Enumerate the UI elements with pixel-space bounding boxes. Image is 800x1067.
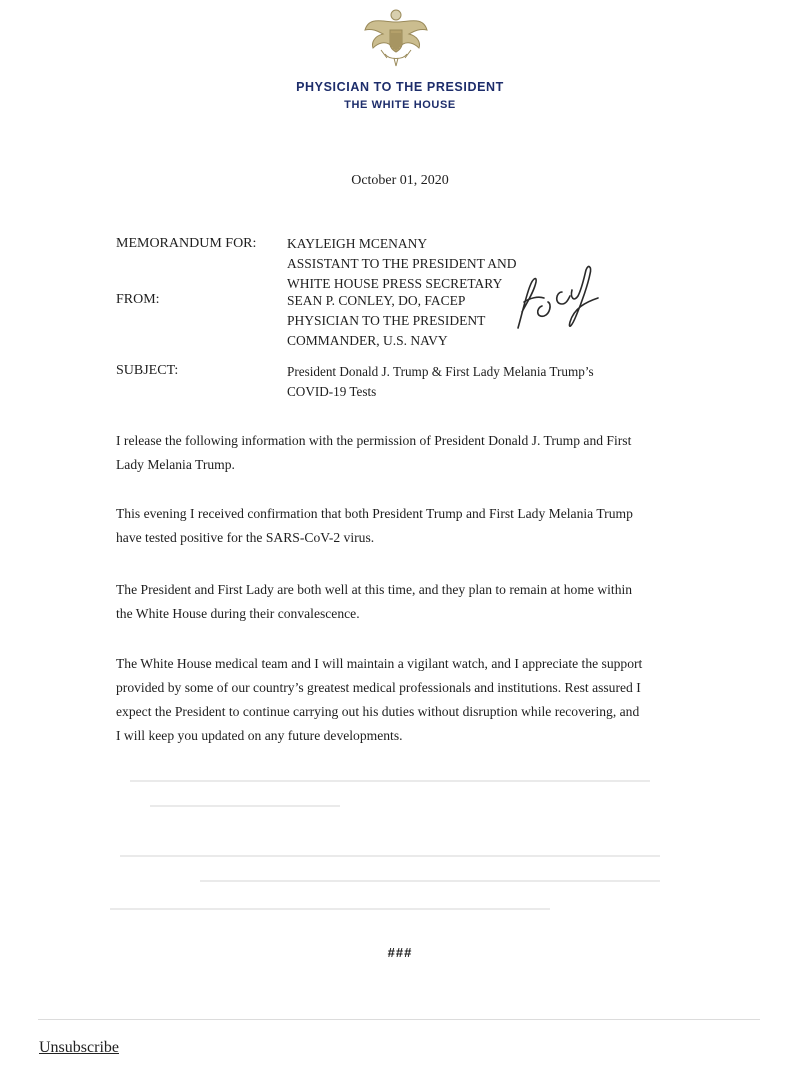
memo-subject-line: COVID-19 Tests	[287, 384, 377, 399]
memo-from-value	[287, 291, 485, 351]
body-line: The President and First Lady are both well at this time, and they plan to remain at home within	[116, 582, 633, 597]
signature-mark	[512, 262, 604, 334]
body-line: have tested positive for the SARS-CoV-2 virus.	[116, 530, 375, 545]
body-paragraph-1	[116, 429, 696, 477]
memo-from-line: COMMANDER, U.S. NAVY	[287, 333, 448, 348]
body-line: the White House during their convalescence.	[116, 606, 360, 621]
memo-from-line: SEAN P. CONLEY, DO, FACEP	[287, 293, 466, 308]
eagle-seal-icon	[361, 4, 431, 68]
body-paragraph-2	[116, 502, 696, 550]
body-line: Lady Melania Trump.	[116, 457, 235, 472]
body-line: I release the following information with the permission of President Donald J. Trump and First	[116, 433, 632, 448]
end-mark: ###	[387, 945, 413, 960]
memo-for-line: WHITE HOUSE PRESS SECRETARY	[287, 276, 503, 291]
memo-from-label: FROM:	[116, 292, 160, 307]
memo-date: October 01, 2020	[351, 173, 449, 188]
scan-bleed-mark	[150, 805, 340, 807]
letterhead-subtitle: THE WHITE HOUSE	[344, 99, 456, 111]
memo-subject-value	[287, 362, 594, 402]
body-paragraph-3	[116, 578, 696, 626]
memo-from-line: PHYSICIAN TO THE PRESIDENT	[287, 313, 486, 328]
body-line: I will keep you updated on any future developments.	[116, 728, 403, 743]
unsubscribe-link[interactable]: Unsubscribe	[39, 1039, 119, 1056]
memo-for-value	[287, 234, 516, 294]
body-line: This evening I received confirmation that both President Trump and First Lady Melania Trump	[116, 506, 633, 521]
memo-for-line: ASSISTANT TO THE PRESIDENT AND	[287, 256, 517, 271]
body-line: The White House medical team and I will maintain a vigilant watch, and I appreciate the support	[116, 656, 643, 671]
body-line: expect the President to continue carrying out his duties without disruption while recovering, and	[116, 704, 640, 719]
letterhead-title: PHYSICIAN TO THE PRESIDENT	[296, 80, 504, 94]
memo-for-line: KAYLEIGH MCENANY	[287, 236, 428, 251]
memo-subject-line: President Donald J. Trump & First Lady Melania Trump’s	[287, 364, 594, 379]
scan-bleed-mark	[120, 855, 660, 857]
memo-subject-label: SUBJECT:	[116, 363, 179, 378]
memo-for-label: MEMORANDUM FOR:	[116, 236, 257, 251]
scan-bleed-mark	[130, 780, 650, 782]
body-paragraph-4	[116, 652, 696, 748]
scan-bleed-mark	[110, 908, 550, 910]
footer-divider	[38, 1019, 760, 1020]
body-line: provided by some of our country’s greatest medical professionals and institutions. Rest assured I	[116, 680, 641, 695]
scan-bleed-mark	[200, 880, 660, 882]
